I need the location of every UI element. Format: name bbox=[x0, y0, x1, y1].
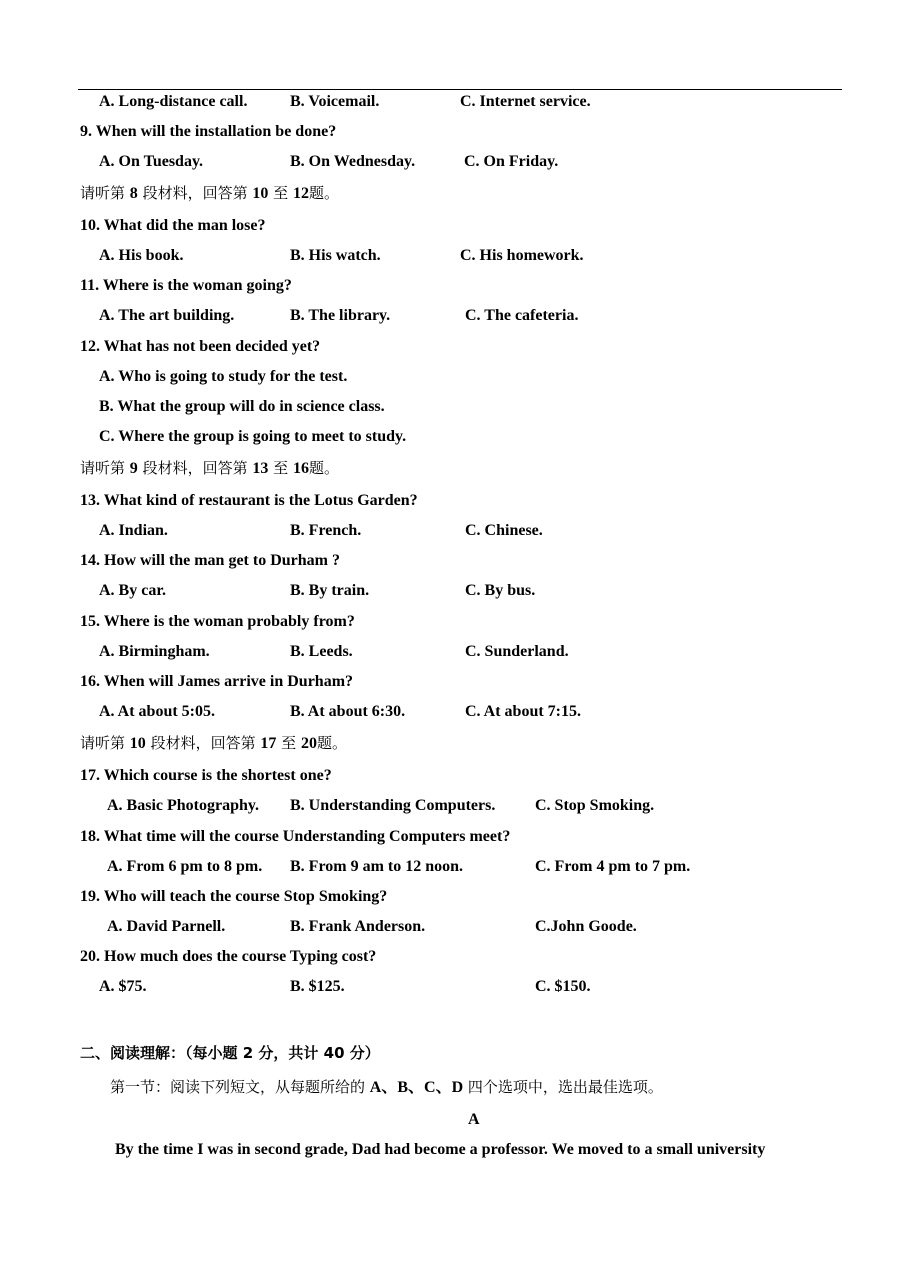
q17-option-b[interactable]: B. Understanding Computers. bbox=[290, 797, 496, 814]
instr-seg-num: 10 bbox=[129, 735, 146, 752]
instr-post: 题。 bbox=[308, 459, 339, 477]
question-20: 20. How much does the course Typing cost? bbox=[80, 948, 377, 965]
q17-option-c[interactable]: C. Stop Smoking. bbox=[535, 797, 655, 814]
q16-option-b[interactable]: B. At about 6:30. bbox=[290, 703, 406, 720]
part-1-instruction bbox=[110, 1077, 663, 1098]
q16-option-a[interactable]: A. At about 5:05. bbox=[99, 703, 216, 720]
question-18: 18. What time will the course Understanding Computers meet? bbox=[80, 828, 511, 845]
q20-option-a[interactable]: A. $75. bbox=[99, 978, 147, 995]
instr-to-word: 至 bbox=[273, 184, 289, 202]
question-17: 17. Which course is the shortest one? bbox=[80, 767, 332, 784]
instr-seg-num: 9 bbox=[129, 460, 138, 477]
q9-option-b[interactable]: B. On Wednesday. bbox=[290, 153, 416, 170]
q13-option-a[interactable]: A. Indian. bbox=[99, 522, 168, 539]
q14-option-b[interactable]: B. By train. bbox=[290, 582, 370, 599]
instr-pre: 请听第 bbox=[80, 734, 126, 752]
q15-option-c[interactable]: C. Sunderland. bbox=[465, 643, 569, 660]
instr-mid: 段材料，回答第 bbox=[142, 184, 248, 202]
instruction-segment-10 bbox=[80, 733, 347, 754]
q8-option-a[interactable]: A. Long-distance call. bbox=[99, 93, 248, 110]
q18-option-b[interactable]: B. From 9 am to 12 noon. bbox=[290, 858, 464, 875]
instr-mid: 段材料，回答第 bbox=[142, 459, 248, 477]
instr-mid: 段材料，回答第 bbox=[150, 734, 256, 752]
q20-option-b[interactable]: B. $125. bbox=[290, 978, 345, 995]
q8-option-c[interactable]: C. Internet service. bbox=[460, 93, 591, 110]
instr-pre: 请听第 bbox=[80, 459, 126, 477]
instr-from: 17 bbox=[260, 735, 277, 752]
q10-option-a[interactable]: A. His book. bbox=[99, 247, 184, 264]
instr-from: 10 bbox=[252, 185, 269, 202]
q11-option-a[interactable]: A. The art building. bbox=[99, 307, 235, 324]
q13-option-c[interactable]: C. Chinese. bbox=[465, 522, 543, 539]
instr-from: 13 bbox=[252, 460, 269, 477]
instr-to: 12 bbox=[292, 185, 309, 202]
q10-option-b[interactable]: B. His watch. bbox=[290, 247, 381, 264]
question-13: 13. What kind of restaurant is the Lotus Garden? bbox=[80, 492, 418, 509]
header-rule bbox=[78, 89, 842, 90]
part1-pre: 第一节：阅读下列短文，从每题所给的 bbox=[110, 1078, 366, 1096]
q13-option-b[interactable]: B. French. bbox=[290, 522, 362, 539]
q11-option-c[interactable]: C. The cafeteria. bbox=[465, 307, 579, 324]
q10-option-c[interactable]: C. His homework. bbox=[460, 247, 584, 264]
question-16: 16. When will James arrive in Durham? bbox=[80, 673, 354, 690]
question-11: 11. Where is the woman going? bbox=[80, 277, 292, 294]
passage-text: By the time I was in second grade, Dad had become a professor. We moved to a small university bbox=[115, 1141, 766, 1158]
part1-post: 四个选项中，选出最佳选项。 bbox=[467, 1078, 663, 1096]
question-9: 9. When will the installation be done? bbox=[80, 123, 337, 140]
question-19: 19. Who will teach the course Stop Smoking? bbox=[80, 888, 388, 905]
q20-option-c[interactable]: C. $150. bbox=[535, 978, 591, 995]
question-10: 10. What did the man lose? bbox=[80, 217, 266, 234]
instr-to: 20 bbox=[300, 735, 317, 752]
q8-option-b[interactable]: B. Voicemail. bbox=[290, 93, 380, 110]
heading-total: 40 bbox=[323, 1044, 345, 1062]
instr-post: 题。 bbox=[316, 734, 347, 752]
instr-post: 题。 bbox=[308, 184, 339, 202]
instr-seg-num: 8 bbox=[129, 185, 138, 202]
heading-mid: 分，共计 bbox=[258, 1044, 319, 1062]
q16-option-c[interactable]: C. At about 7:15. bbox=[465, 703, 582, 720]
instr-pre: 请听第 bbox=[80, 184, 126, 202]
heading-pre: 二、阅读理解：（每小题 bbox=[80, 1044, 238, 1062]
q15-option-a[interactable]: A. Birmingham. bbox=[99, 643, 210, 660]
instr-to: 16 bbox=[292, 460, 309, 477]
q19-option-b[interactable]: B. Frank Anderson. bbox=[290, 918, 426, 935]
instruction-segment-9 bbox=[80, 458, 339, 479]
heading-post: 分） bbox=[349, 1044, 380, 1062]
instr-to-word: 至 bbox=[281, 734, 297, 752]
q19-option-a[interactable]: A. David Parnell. bbox=[107, 918, 226, 935]
q14-option-a[interactable]: A. By car. bbox=[99, 582, 166, 599]
q15-option-b[interactable]: B. Leeds. bbox=[290, 643, 353, 660]
question-15: 15. Where is the woman probably from? bbox=[80, 613, 355, 630]
q9-option-a[interactable]: A. On Tuesday. bbox=[99, 153, 204, 170]
heading-points: 2 bbox=[242, 1044, 254, 1062]
q11-option-b[interactable]: B. The library. bbox=[290, 307, 391, 324]
section-2-heading bbox=[80, 1043, 380, 1063]
q18-option-c[interactable]: C. From 4 pm to 7 pm. bbox=[535, 858, 691, 875]
passage-label: A bbox=[468, 1111, 480, 1128]
q9-option-c[interactable]: C. On Friday. bbox=[464, 153, 559, 170]
part1-choices: A、B、C、D bbox=[369, 1079, 464, 1096]
instr-to-word: 至 bbox=[273, 459, 289, 477]
question-14: 14. How will the man get to Durham ? bbox=[80, 552, 340, 569]
q12-option-b[interactable]: B. What the group will do in science class. bbox=[99, 398, 385, 415]
q17-option-a[interactable]: A. Basic Photography. bbox=[107, 797, 260, 814]
q18-option-a[interactable]: A. From 6 pm to 8 pm. bbox=[107, 858, 263, 875]
q19-option-c[interactable]: C.John Goode. bbox=[535, 918, 637, 935]
q12-option-c[interactable]: C. Where the group is going to meet to study. bbox=[99, 428, 407, 445]
instruction-segment-8 bbox=[80, 183, 339, 204]
q14-option-c[interactable]: C. By bus. bbox=[465, 582, 536, 599]
question-12: 12. What has not been decided yet? bbox=[80, 338, 321, 355]
q12-option-a[interactable]: A. Who is going to study for the test. bbox=[99, 368, 348, 385]
